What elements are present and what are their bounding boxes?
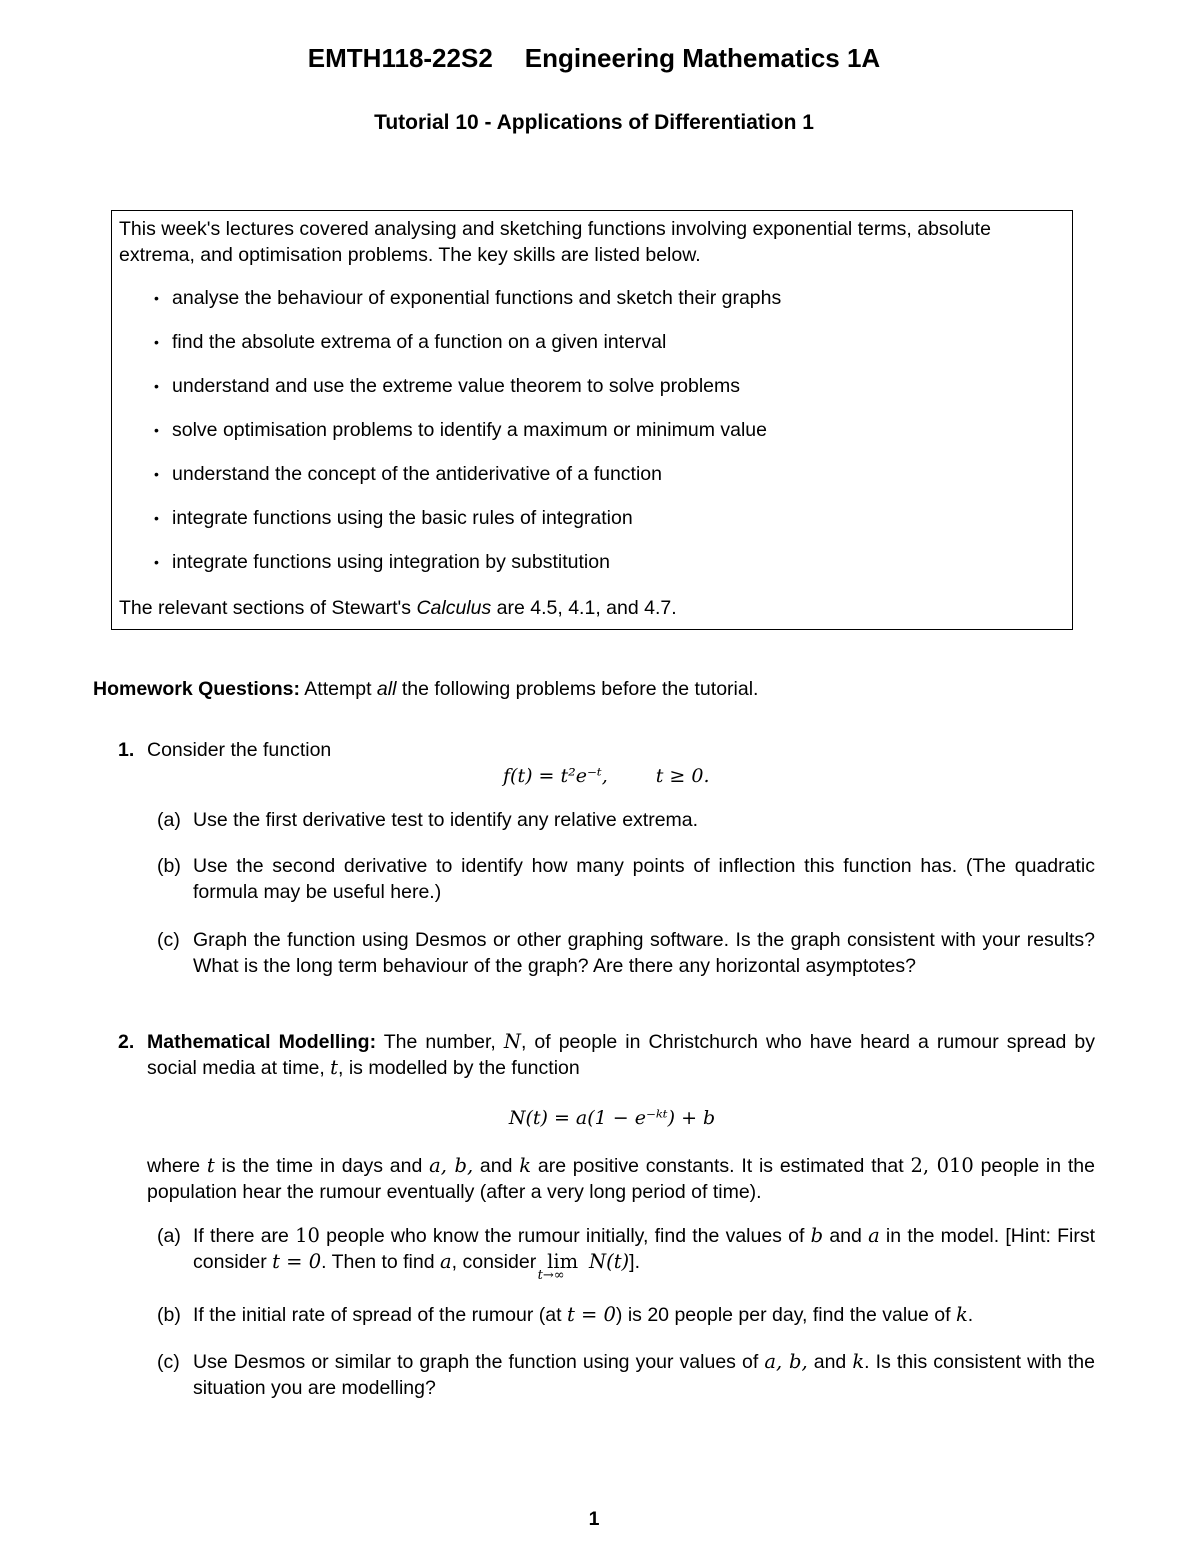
q2-formula: N(t) = a(1 − e⁻ᵏᵗ) + b <box>508 1107 716 1129</box>
skill-item: • analyse the behaviour of exponential functions and sketch their graphs <box>154 287 782 309</box>
q2-title: Mathematical Modelling: <box>147 1031 377 1053</box>
question-number: 2. <box>118 1031 135 1053</box>
course-code: EMTH118-22S2 <box>307 43 493 73</box>
question-number: 1. <box>118 739 135 761</box>
skill-item: • understand and use the extreme value theorem to solve problems <box>154 375 740 397</box>
limit-operator: lim t→∞ <box>537 1250 579 1283</box>
bullet-icon: • <box>154 422 159 438</box>
question-intro: Mathematical Modelling: The number, N, of people in Christchurch who have heard a rumour spread by social media at time, t, is modelled by the function <box>147 1030 1095 1079</box>
key-skills-box <box>111 210 1073 630</box>
relevant-sections: The relevant sections of Stewart's Calculus are 4.5, 4.1, and 4.7. <box>119 597 677 619</box>
bullet-icon: • <box>154 510 159 526</box>
question-2: 2. Mathematical Modelling: The number, N, of people in Christchurch who have heard a rumour spread by social media at time, t, is modelled by the function N(t) = a(1 − e⁻ᵏᵗ) + b where t is the time in days and a, b, and k are positive constants. It is estimated that 2, 010 people in the population hear the rumour eventually (after a very long period of time). (a) If there are 10 people who know the rumour initially, find the values of b and a in the model. [Hint: First consider t = 0. Then to find a, consider lim t→∞ N(t)]. (b) If the initial rate of spread of the rumour (at t = 0) is 20 people per day, find the value of k. (c) Use Desmos or similar to graph the function using your values of a, b, and k. Is this consistent with the situation you are modelling? <box>93 1029 1095 1409</box>
tutorial-title: Tutorial 10 - Applications of Differentiation 1 <box>374 111 814 134</box>
skills-list <box>112 285 781 593</box>
homework-label: Homework Questions: <box>93 678 300 700</box>
skill-item: • find the absolute extrema of a function on a given interval <box>154 331 667 353</box>
skill-item: • understand the concept of the antiderivative of a function <box>154 463 662 485</box>
skills-intro: This week's lectures covered analysing and sketching functions involving exponential terms, absolute extrema, and optimisation problems. The key skills are listed below. <box>119 218 991 266</box>
homework-heading: Homework Questions: Attempt all the following problems before the tutorial. <box>93 678 759 700</box>
skill-item: • solve optimisation problems to identify a maximum or minimum value <box>154 419 767 441</box>
question-1: 1. Consider the function f(t) = t²e⁻ᵗ, t ≥ 0. (a) Use the first derivative test to identify any relative extrema. (b) Use the second derivative to identify how many points of inflection this function has. (The quadratic formula may be useful here.) (c) Graph the function using Desmos or other graphing software. Is the graph consistent with your results? What is the long term behaviour of the graph? Are there any horizontal asymptotes? <box>118 739 1095 977</box>
q2-description: where t is the time in days and a, b, and k are positive constants. It is estimated that 2, 010 people in the population hear the rumour eventually (after a very long period of time). <box>147 1154 1095 1203</box>
bullet-icon: • <box>154 334 159 350</box>
page-number: 1 <box>588 1508 600 1530</box>
course-name: Engineering Mathematics 1A <box>524 43 881 73</box>
book-title: Calculus <box>416 597 492 619</box>
q1-formula: f(t) = t²e⁻ᵗ, t ≥ 0. <box>503 765 710 787</box>
question-intro: Consider the function <box>147 739 332 761</box>
skill-item: • integrate functions using the basic rules of integration <box>154 507 633 529</box>
bullet-icon: • <box>154 466 159 482</box>
document-title <box>0 40 1188 76</box>
bullet-icon: • <box>154 554 159 570</box>
bullet-icon: • <box>154 290 159 306</box>
skill-item: • integrate functions using integration by substitution <box>154 551 610 573</box>
bullet-icon: • <box>154 378 159 394</box>
